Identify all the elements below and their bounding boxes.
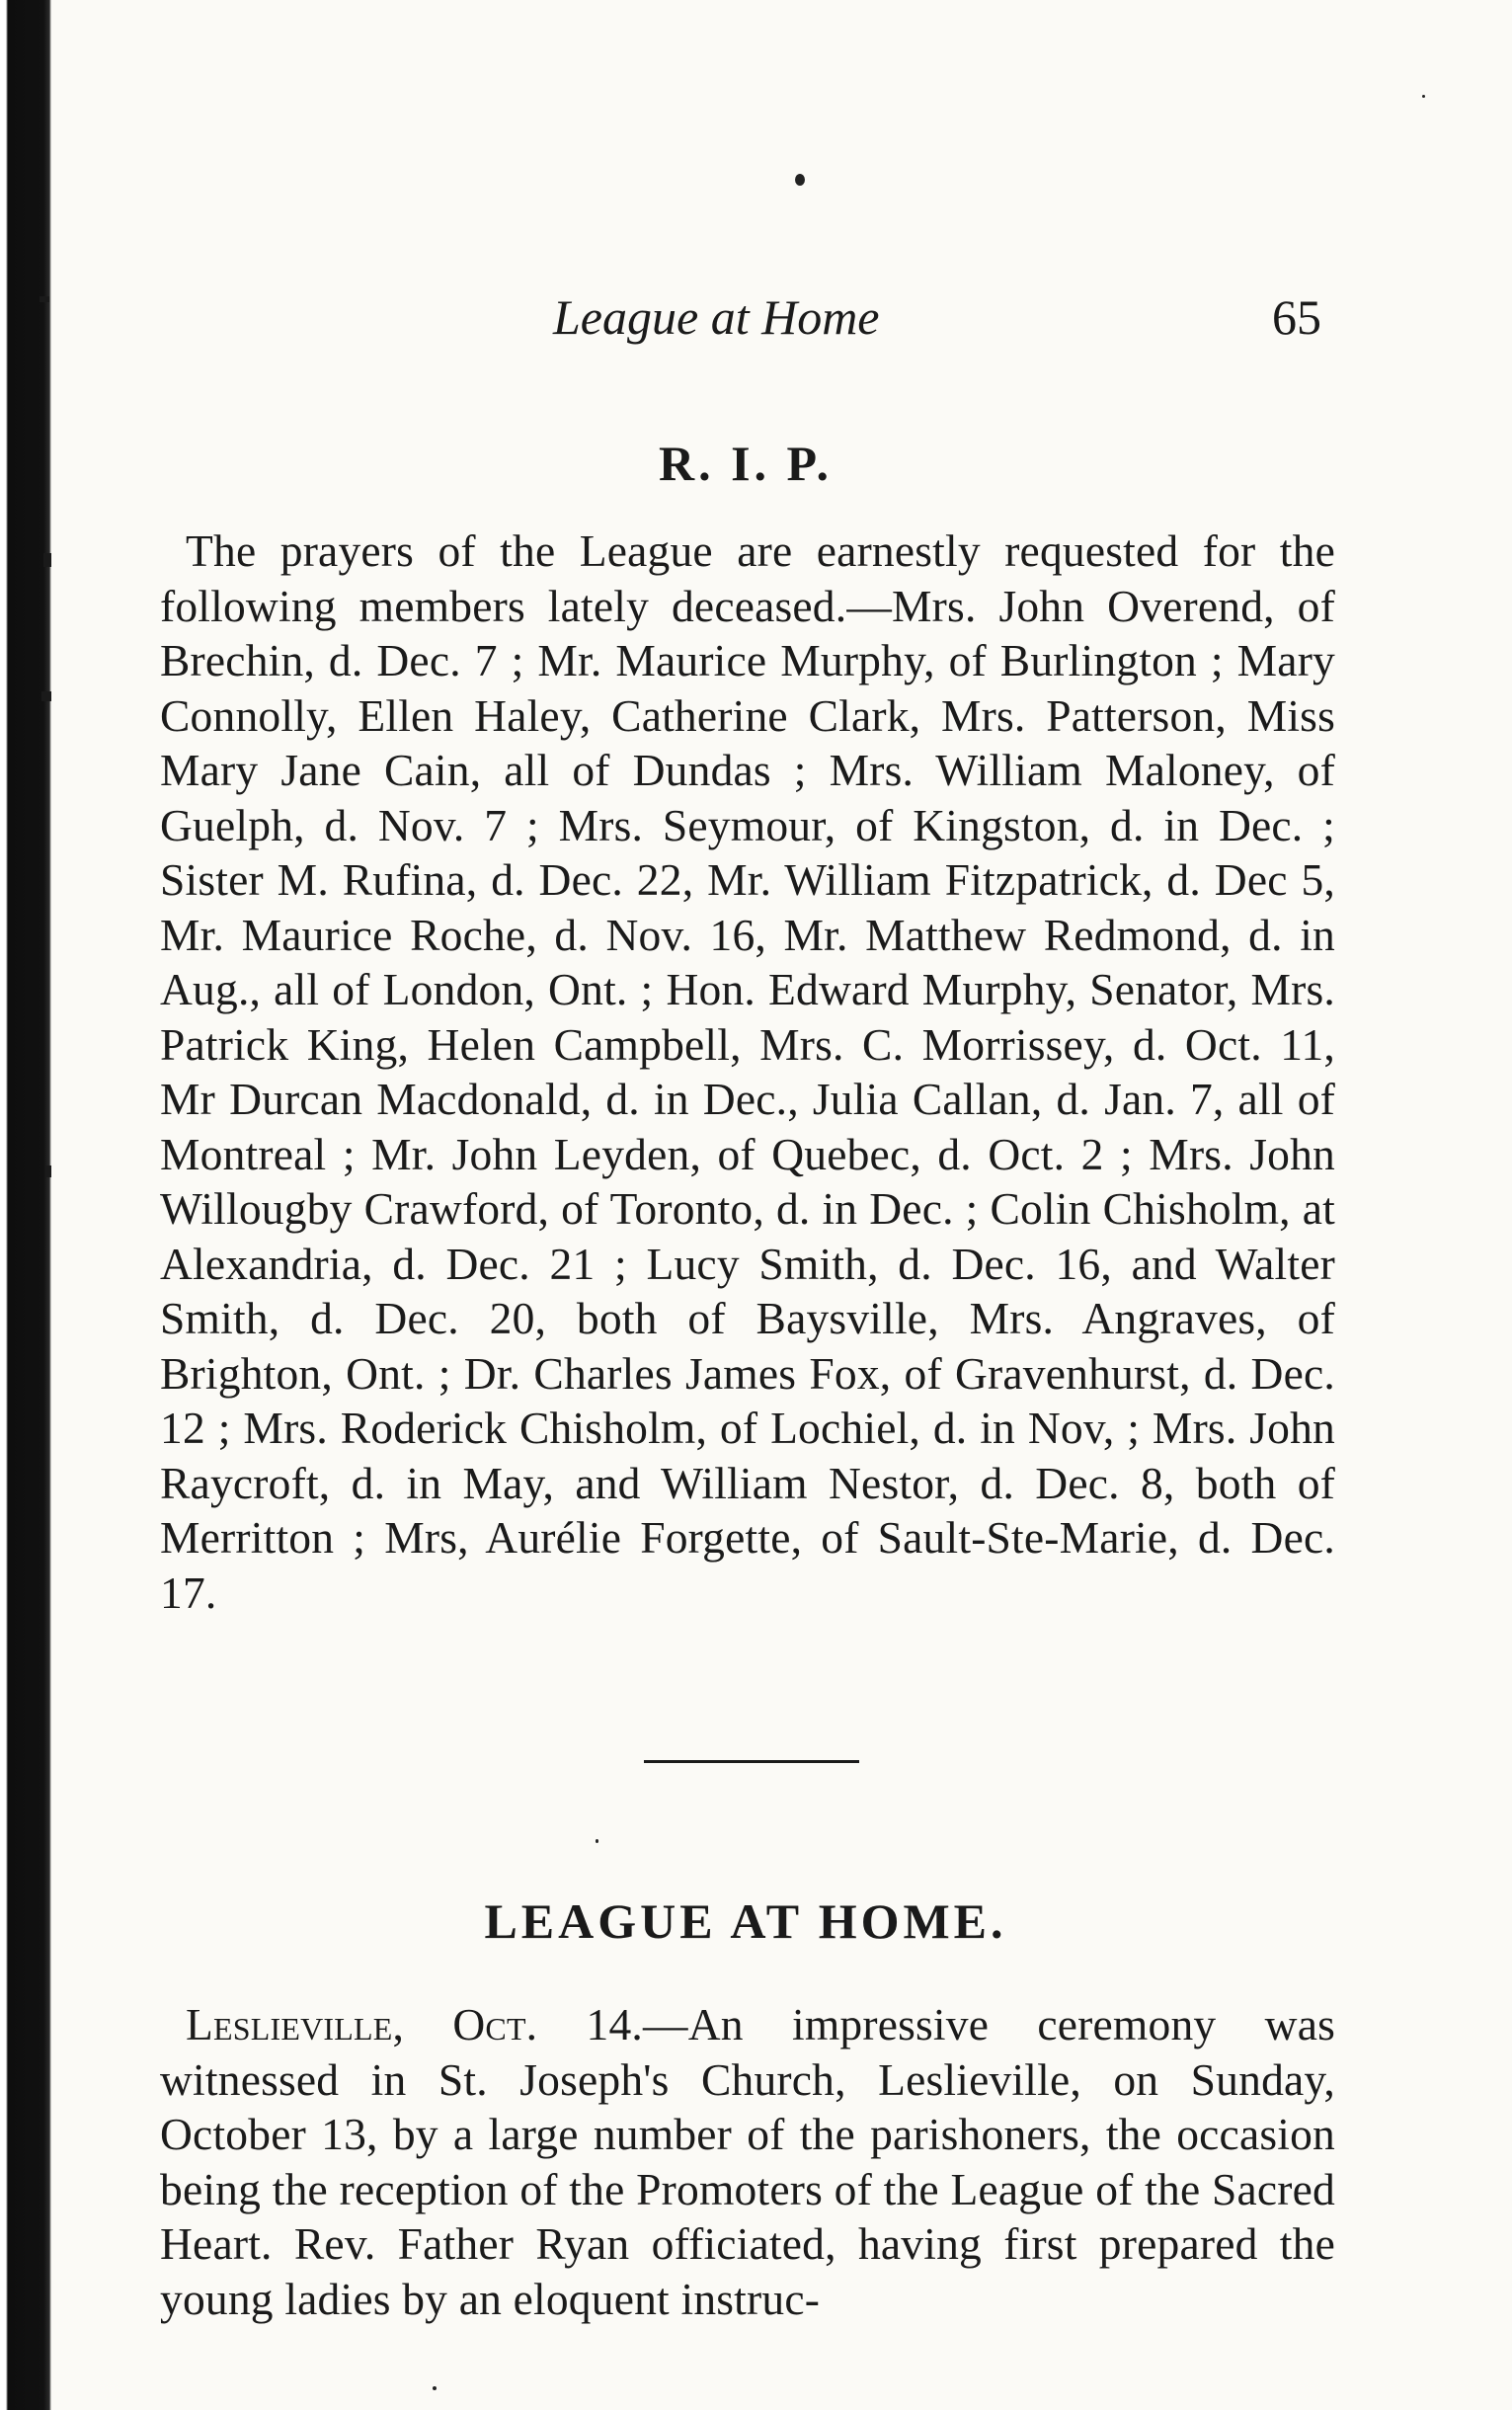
running-head bbox=[148, 288, 1333, 367]
league-at-home-text: —An impressive ceremony was witnessed in St. Joseph's Church, Leslieville, on Sunday, October 13, by a large number of the parishoners, the occasion being the reception of the Promoters of the League of the Sacred Heart. Rev. Father Ryan officiated, having first prepared the young ladies by an eloquent instruc- bbox=[160, 1999, 1335, 2324]
rip-paragraph: The prayers of the League are earnestly requested for the following members lately deceased.—Mrs. John Overend, of Brechin, d. Dec. 7 ; Mr. Maurice Murphy, of Burlington ; Mary Connolly, Ellen Haley, Catherine Clark, Mrs. Patterson, Miss Mary Jane Cain, all of Dundas ; Mrs. William Maloney, of Guelph, d. Nov. 7 ; Mrs. Seymour, of Kingston, d. in Dec. ; Sister M. Rufina, d. Dec. 22, Mr. William Fitzpatrick, d. Dec 5, Mr. Maurice Roche, d. Nov. 16, Mr. Matthew Redmond, d. in Aug., all of London, Ont. ; Hon. Edward Murphy, Senator, Mrs. Patrick King, Helen Campbell, Mrs. C. Morrissey, d. Oct. 11, Mr Durcan Macdonald, d. in Dec., Julia Callan, d. Jan. 7, all of Montreal ; Mr. John Leyden, of Quebec, d. Oct. 2 ; Mrs. John Willougby Crawford, of Toronto, d. in Dec. ; Colin Chisholm, at Alexandria, d. Dec. 21 ; Lucy Smith, d. Dec. 16, and Walter Smith, d. Dec. 20, both of Baysville, Mrs. Angraves, of Brighton, Ont. ; Dr. Charles James Fox, of Gravenhurst, d. Dec. 12 ; Mrs. Roderick Chisholm, of Lochiel, d. in Nov, ; Mrs. John Raycroft, d. in May, and William Nestor, d. Dec. 8, both of Merritton ; Mrs, Aurélie Forgette, of Sault-Ste-Marie, d. Dec. 17. bbox=[160, 525, 1335, 1618]
running-head-title: League at Home bbox=[553, 289, 880, 345]
page-number: 65 bbox=[1272, 289, 1321, 345]
ink-speck bbox=[433, 2386, 437, 2390]
book-spine-edge bbox=[0, 0, 51, 2410]
ink-speck bbox=[596, 1839, 598, 1843]
rip-heading: R. I. P. bbox=[658, 436, 834, 491]
rip-body bbox=[160, 523, 1335, 1620]
league-at-home-body bbox=[160, 1997, 1335, 2326]
ink-speck bbox=[1422, 95, 1425, 98]
league-at-home-heading: LEAGUE AT HOME. bbox=[484, 1893, 1007, 1949]
section-divider bbox=[644, 1760, 859, 1763]
league-at-home-paragraph bbox=[160, 1997, 1335, 2326]
dateline: Leslieville, Oct. 14. bbox=[186, 1999, 644, 2049]
ink-speck bbox=[795, 174, 805, 186]
